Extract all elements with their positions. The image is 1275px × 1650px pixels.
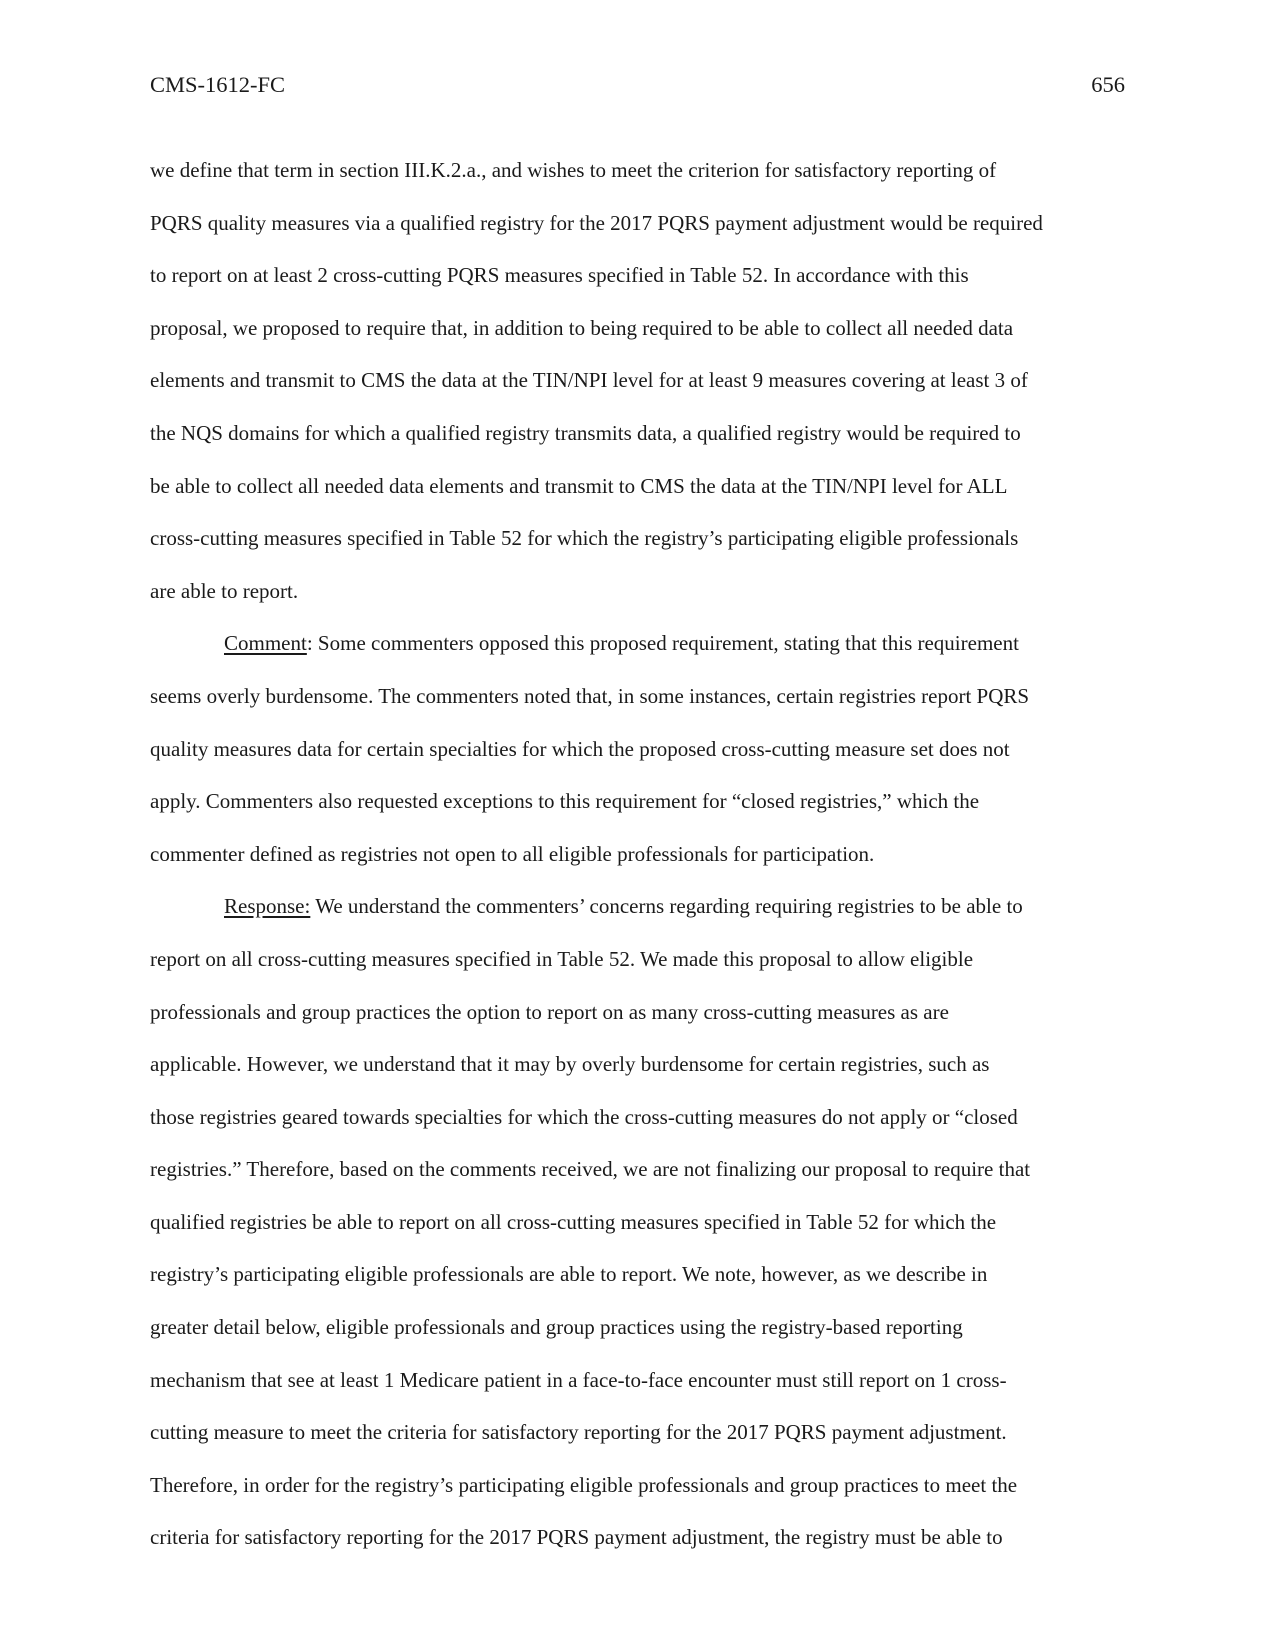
text-line: report on all cross-cutting measures specified in Table 52. We made this proposal to allow eligible <box>150 946 974 971</box>
text-line: qualified registries be able to report on all cross-cutting measures specified in Table 52 for which the <box>150 1209 997 1234</box>
text-line: registry’s participating eligible professionals are able to report. We note, however, as we describe in <box>150 1262 988 1287</box>
text-line: Therefore, in order for the registry’s participating eligible professionals and group practices to meet the <box>150 1472 1018 1497</box>
text-line: quality measures data for certain specialties for which the proposed cross-cutting measure set does not <box>150 736 1010 761</box>
text-line: registries.” Therefore, based on the comments received, we are not finalizing our proposal to require that <box>150 1157 1031 1182</box>
response-label: Response: <box>224 894 311 919</box>
comment-first-line <box>150 617 1125 670</box>
text-run: : Some commenters opposed this proposed requirement, stating that this requirement <box>306 631 1019 656</box>
text-line: applicable. However, we understand that it may by overly burdensome for certain registries, such as <box>150 1052 990 1077</box>
page-header <box>150 72 1125 102</box>
text-line: apply. Commenters also requested exceptions to this requirement for “closed registries,” which the <box>150 789 980 814</box>
text-line: cross-cutting measures specified in Table 52 for which the registry’s participating eligible professionals <box>150 526 1019 551</box>
paragraph-response <box>150 880 1125 1564</box>
text-line: we define that term in section III.K.2.a., and wishes to meet the criterion for satisfactory reporting of <box>150 158 997 182</box>
text-line: cutting measure to meet the criteria for satisfactory reporting for the 2017 PQRS payment adjustment. <box>150 1420 1007 1445</box>
text-line: those registries geared towards specialties for which the cross-cutting measures do not apply or “closed <box>150 1104 1018 1129</box>
text-line: mechanism that see at least 1 Medicare patient in a face-to-face encounter must still report on 1 cross- <box>150 1367 1007 1392</box>
comment-label: Comment <box>224 631 307 656</box>
paragraph-intro <box>150 144 1125 617</box>
text-line: professionals and group practices the option to report on as many cross-cutting measures as are <box>150 999 949 1024</box>
text-line: be able to collect all needed data elements and transmit to CMS the data at the TIN/NPI level for ALL <box>150 473 1008 498</box>
text-line: are able to report. <box>150 578 299 603</box>
document-id: CMS-1612-FC <box>150 72 286 97</box>
response-first-line <box>150 880 1125 933</box>
text-line: greater detail below, eligible professionals and group practices using the registry-based reporting <box>150 1315 963 1340</box>
text-line: elements and transmit to CMS the data at the TIN/NPI level for at least 9 measures covering at least 3 of <box>150 368 1028 393</box>
text-line: PQRS quality measures via a qualified registry for the 2017 PQRS payment adjustment would be required <box>150 210 1043 235</box>
text-line: seems overly burdensome. The commenters noted that, in some instances, certain registries report PQRS <box>150 683 1030 708</box>
body-text <box>150 144 1125 1564</box>
paragraph-comment <box>150 617 1125 880</box>
text-line: to report on at least 2 cross-cutting PQRS measures specified in Table 52. In accordance with this <box>150 263 969 288</box>
text-line: criteria for satisfactory reporting for the 2017 PQRS payment adjustment, the registry must be able to <box>150 1525 1003 1550</box>
page-number: 656 <box>1091 72 1125 97</box>
text-run: We understand the commenters’ concerns regarding requiring registries to be able to <box>310 894 1023 919</box>
text-line: proposal, we proposed to require that, in addition to being required to be able to collect all needed data <box>150 315 1014 340</box>
text-line: the NQS domains for which a qualified registry transmits data, a qualified registry would be required to <box>150 420 1021 445</box>
text-line: commenter defined as registries not open to all eligible professionals for participation. <box>150 841 875 866</box>
